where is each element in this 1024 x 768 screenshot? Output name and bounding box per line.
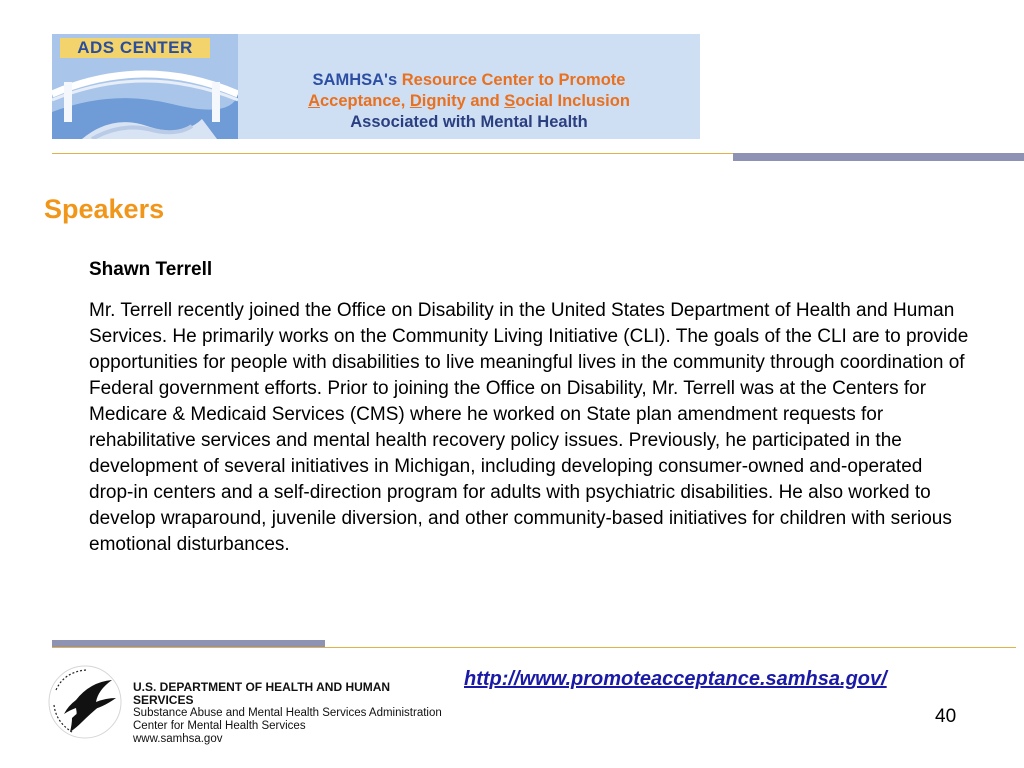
speaker-name: Shawn Terrell bbox=[89, 259, 213, 280]
banner-samhsa: SAMHSA's bbox=[312, 71, 402, 89]
hhs-eagle-seal-icon bbox=[46, 660, 124, 744]
header-banner bbox=[52, 34, 700, 139]
ads-center-logo: ADS CENTER bbox=[60, 38, 210, 58]
banner-line-1 bbox=[238, 70, 700, 91]
hhs-samhsa-footer-logo bbox=[46, 660, 446, 746]
hhs-line-cmhs: Center for Mental Health Services bbox=[133, 720, 306, 732]
banner-letter-d: D bbox=[409, 92, 422, 110]
page-number: 40 bbox=[935, 706, 957, 727]
banner-resource-center: Resource Center to Promote bbox=[401, 71, 626, 89]
banner-title-area bbox=[238, 34, 700, 139]
banner-word-acceptance: cceptance, bbox=[319, 92, 410, 110]
hhs-text-block bbox=[133, 681, 446, 746]
banner-word-dignity: ignity and bbox=[421, 92, 505, 110]
banner-word-social: ocial Inclusion bbox=[515, 92, 630, 110]
banner-line-2 bbox=[238, 91, 700, 112]
footer-gold-rule bbox=[52, 647, 1016, 648]
hhs-line-department: U.S. DEPARTMENT OF HEALTH AND HUMAN SERVICES bbox=[133, 680, 391, 707]
bridge-illustration bbox=[52, 34, 238, 139]
hhs-line-samhsa: Substance Abuse and Mental Health Services Administration bbox=[133, 707, 442, 719]
speaker-bio: Mr. Terrell recently joined the Office on Disability in the United States Department of Health and Human Services. He primarily works on the Community Living Initiative (CLI). The goals of the CLI are to provide opportunities for people with disabilities to live meaningful lives in the community through coordination of Federal government efforts. Prior to joining the Office on Disability, Mr. Terrell was at the Centers for Medicare & Medicaid Services (CMS) where he worked on State plan amendment requests for rehabilitative services and mental health recovery policy issues. Previously, he participated in the development of several initiatives in Michigan, including developing consumer-owned and-operated drop-in centers and a self-direction program for adults with psychiatric disabilities. He also worked to develop wraparound, juvenile diversion, and other community-based initiatives for children with serious emotional disturbances. bbox=[89, 300, 969, 555]
banner-line-3: Associated with Mental Health bbox=[350, 113, 588, 131]
header-gray-bar bbox=[733, 153, 1024, 161]
banner-letter-a: A bbox=[308, 92, 320, 110]
hhs-line-website: www.samhsa.gov bbox=[133, 733, 223, 745]
promote-acceptance-link[interactable]: http://www.promoteacceptance.samhsa.gov/ bbox=[464, 668, 887, 690]
slide-title: Speakers bbox=[44, 194, 165, 224]
banner-letter-s: S bbox=[504, 92, 516, 110]
banner-title bbox=[238, 70, 700, 133]
